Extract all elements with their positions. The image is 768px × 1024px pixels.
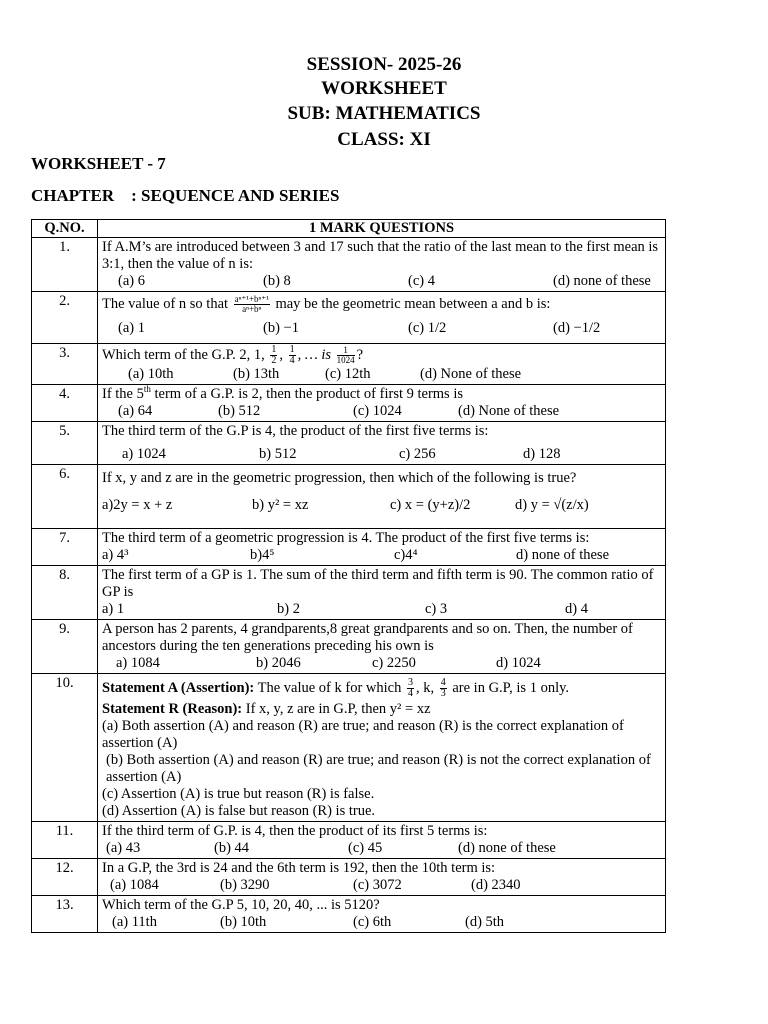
option: (b) 3290 xyxy=(220,877,270,893)
option: a)2y = x + z xyxy=(102,497,173,513)
question-cell xyxy=(98,385,666,422)
option: c)4⁴ xyxy=(394,547,418,563)
question-text: If x, y and z are in the geometric progression, then which of the following is true? xyxy=(102,470,577,486)
option: a) 1084 xyxy=(116,655,160,671)
question-number: 2. xyxy=(32,292,98,344)
options-row xyxy=(102,366,661,383)
option: (d) None of these xyxy=(458,403,560,419)
option: b)4⁵ xyxy=(250,547,275,563)
fraction-denominator: 4 xyxy=(407,688,413,699)
questions-table xyxy=(31,219,666,933)
option: (d) None of these xyxy=(420,366,522,382)
option: (b) Both assertion (A) and reason (R) are true; and reason (R) is not the correct explanation of assertion (A) xyxy=(106,752,651,785)
options-row xyxy=(102,320,661,337)
question-text xyxy=(102,293,661,314)
option: a) 4³ xyxy=(102,547,129,563)
class-heading: CLASS: XI xyxy=(337,129,431,150)
question-text xyxy=(102,386,661,403)
fraction xyxy=(337,346,355,365)
option: (c) Assertion (A) is true but reason (R) is false. xyxy=(102,786,375,802)
option: d) y = √(z/x) xyxy=(515,497,589,513)
option: (d) −1/2 xyxy=(553,320,601,336)
table-row xyxy=(32,529,666,566)
question-cell xyxy=(98,674,666,822)
option: (a) Both assertion (A) and reason (R) are true; and reason (R) is the correct explanation of assertion (A) xyxy=(102,718,624,751)
option: (c) 12th xyxy=(325,366,371,382)
reason-statement xyxy=(102,701,661,718)
option: c) 2250 xyxy=(372,655,416,671)
option: (d) 2340 xyxy=(471,877,521,893)
options-row xyxy=(102,840,661,857)
question-text-part: , … is xyxy=(297,346,332,363)
question-number: 7. xyxy=(32,529,98,566)
question-text: In a G.P, the 3rd is 24 and the 6th term is 192, then the 10th term is: xyxy=(102,860,496,876)
table-header-row xyxy=(32,220,666,238)
option: b) y² = xz xyxy=(252,497,309,513)
question-text: The third term of the G.P is 4, the product of the first five terms is: xyxy=(102,423,489,439)
option: (c) 1024 xyxy=(353,403,402,419)
question-text: If A.M’s are introduced between 3 and 17 such that the ratio of the last mean to the first mean is 3:1, then the value of n is: xyxy=(102,239,659,272)
fraction xyxy=(289,345,296,366)
options-row xyxy=(102,446,661,463)
fraction xyxy=(270,345,277,366)
table-row xyxy=(32,859,666,896)
option: a) 1 xyxy=(102,601,125,617)
table-row xyxy=(32,238,666,292)
option: (b) 512 xyxy=(218,403,261,419)
options-row xyxy=(102,601,661,618)
question-text: A person has 2 parents, 4 grandparents,8 great grandparents and so on. Then, the number of ancestors during the ten generations preceding his own is xyxy=(102,621,633,654)
question-cell xyxy=(98,422,666,465)
table-row xyxy=(32,566,666,620)
option: (d) Assertion (A) is false but reason (R) is true. xyxy=(102,803,376,819)
question-text: If the third term of G.P. is 4, then the product of its first 5 terms is: xyxy=(102,823,488,839)
fraction-denominator: 2 xyxy=(271,355,277,366)
question-text-part: are in G.P, is 1 only. xyxy=(452,679,570,696)
option: d) 1024 xyxy=(496,655,541,671)
options-row xyxy=(102,547,661,564)
fraction-numerator: 1 xyxy=(271,344,277,355)
table-row xyxy=(32,620,666,674)
question-number: 9. xyxy=(32,620,98,674)
worksheet-heading: WORKSHEET xyxy=(321,78,447,99)
option: (b) 10th xyxy=(220,914,267,930)
option: d) 4 xyxy=(565,601,588,617)
question-text-part: If the 5 xyxy=(102,386,144,402)
table-row xyxy=(32,344,666,385)
fraction-denominator: 4 xyxy=(289,355,295,366)
option: (a) 64 xyxy=(118,403,153,419)
option: (c) 45 xyxy=(348,840,383,856)
option: (b) 8 xyxy=(263,273,291,289)
option: (a) 1084 xyxy=(110,877,159,893)
fraction-denominator: 3 xyxy=(440,688,446,699)
option: (d) none of these xyxy=(458,840,556,856)
option: (a) 1 xyxy=(118,320,145,336)
option: c) 256 xyxy=(399,446,436,462)
question-number: 6. xyxy=(32,465,98,529)
table-row xyxy=(32,822,666,859)
fraction-denominator: 1024 xyxy=(336,355,355,365)
option: (b) 44 xyxy=(214,840,250,856)
reason-label: Statement R (Reason): xyxy=(102,701,243,717)
option: (a) 6 xyxy=(118,273,145,289)
question-text: The first term of a GP is 1. The sum of the third term and fifth term is 90. The common ratio of GP is xyxy=(102,567,654,600)
question-text: The third term of a geometric progression is 4. The product of the first five terms is: xyxy=(102,530,590,546)
option: b) 2046 xyxy=(256,655,301,671)
fraction-numerator: 3 xyxy=(407,677,413,688)
fraction-numerator: aⁿ⁺¹+bⁿ⁺¹ xyxy=(234,294,269,304)
question-number: 5. xyxy=(32,422,98,465)
options-row xyxy=(102,403,661,420)
question-text-part: The value of k for which xyxy=(257,679,402,696)
options-row xyxy=(102,914,661,931)
question-number: 1. xyxy=(32,238,98,292)
option: b) 2 xyxy=(277,601,300,617)
table-row xyxy=(32,292,666,344)
qno-header: Q.NO. xyxy=(32,220,98,238)
options-row xyxy=(102,497,661,514)
worksheet-number: WORKSHEET - 7 xyxy=(31,154,166,173)
option: (c) 3072 xyxy=(353,877,402,893)
option: (d) none of these xyxy=(553,273,651,289)
subject-heading: SUB: MATHEMATICS xyxy=(287,103,481,124)
table-row xyxy=(32,674,666,822)
question-cell xyxy=(98,238,666,292)
question-cell xyxy=(98,822,666,859)
table-row xyxy=(32,385,666,422)
question-text-part: Which term of the G.P. 2, 1, xyxy=(102,346,265,363)
question-number: 4. xyxy=(32,385,98,422)
question-text-part: The value of n so that xyxy=(102,295,229,312)
assertion-statement: Statement A (Assertion): The value of k for which $\frac{3}{4}$ , k, $\frac{4}{3}$ are in G.P, is 1 only. xyxy=(102,677,570,699)
question-number: 8. xyxy=(32,566,98,620)
question-text-part: ? xyxy=(356,346,364,363)
option: c) 3 xyxy=(425,601,448,617)
question-cell xyxy=(98,344,666,385)
question-text-part: If x, y, z are in G.P, then y² = xz xyxy=(245,701,431,717)
fraction xyxy=(234,295,270,314)
question-cell xyxy=(98,292,666,344)
option: (b) 13th xyxy=(233,366,280,382)
question-text: Which term of the G.P 5, 10, 20, 40, ... is 5120? xyxy=(102,897,380,913)
option: b) 512 xyxy=(259,446,297,462)
option: (a) 11th xyxy=(112,914,157,930)
questions-header: 1 MARK QUESTIONS xyxy=(98,220,666,238)
chapter-title: CHAPTER : SEQUENCE AND SERIES xyxy=(31,186,340,205)
option: (a) 43 xyxy=(106,840,141,856)
fraction-denominator: aⁿ+bⁿ xyxy=(242,304,262,314)
options-row xyxy=(102,273,661,290)
options-row xyxy=(102,655,661,672)
question-cell xyxy=(98,566,666,620)
option: c) x = (y+z)/2 xyxy=(390,497,471,513)
assertion-label: Statement A (Assertion): xyxy=(102,679,255,696)
question-cell xyxy=(98,529,666,566)
question-cell xyxy=(98,896,666,933)
option: (b) −1 xyxy=(263,320,299,336)
question-number: 11. xyxy=(32,822,98,859)
fraction-numerator: 1 xyxy=(337,346,355,356)
fraction-numerator: 4 xyxy=(440,677,446,688)
option: d) none of these xyxy=(516,547,610,563)
option: (c) 1/2 xyxy=(408,320,447,336)
table-row xyxy=(32,465,666,529)
question-cell xyxy=(98,859,666,896)
question-text-part: may be the geometric mean between a and b is: xyxy=(275,295,551,312)
question-number: 10. xyxy=(32,674,98,822)
fraction xyxy=(407,678,414,699)
table-row xyxy=(32,422,666,465)
option: a) 1024 xyxy=(122,446,166,462)
question-number: 3. xyxy=(32,344,98,385)
option: (a) 10th xyxy=(128,366,174,382)
options-row xyxy=(102,877,661,894)
fraction-numerator: 1 xyxy=(289,344,295,355)
option: (d) 5th xyxy=(465,914,505,930)
question-text: Which term of the G.P. 2, 1, $\frac{1}{2}$ , $\frac{1}{4}$ , … is $\frac{1}{1024}$ ? xyxy=(102,344,364,366)
option: (c) 6th xyxy=(353,914,392,930)
question-text-part: term of a G.P. is 2, then the product of first 9 terms is xyxy=(150,386,463,402)
question-number: 13. xyxy=(32,896,98,933)
superscript: th xyxy=(143,384,151,395)
fraction xyxy=(440,678,447,699)
question-cell xyxy=(98,620,666,674)
table-row xyxy=(32,896,666,933)
question-number: 12. xyxy=(32,859,98,896)
option: d) 128 xyxy=(523,446,561,462)
option: (c) 4 xyxy=(408,273,435,289)
question-cell xyxy=(98,465,666,529)
session-heading: SESSION- 2025-26 xyxy=(306,54,462,75)
